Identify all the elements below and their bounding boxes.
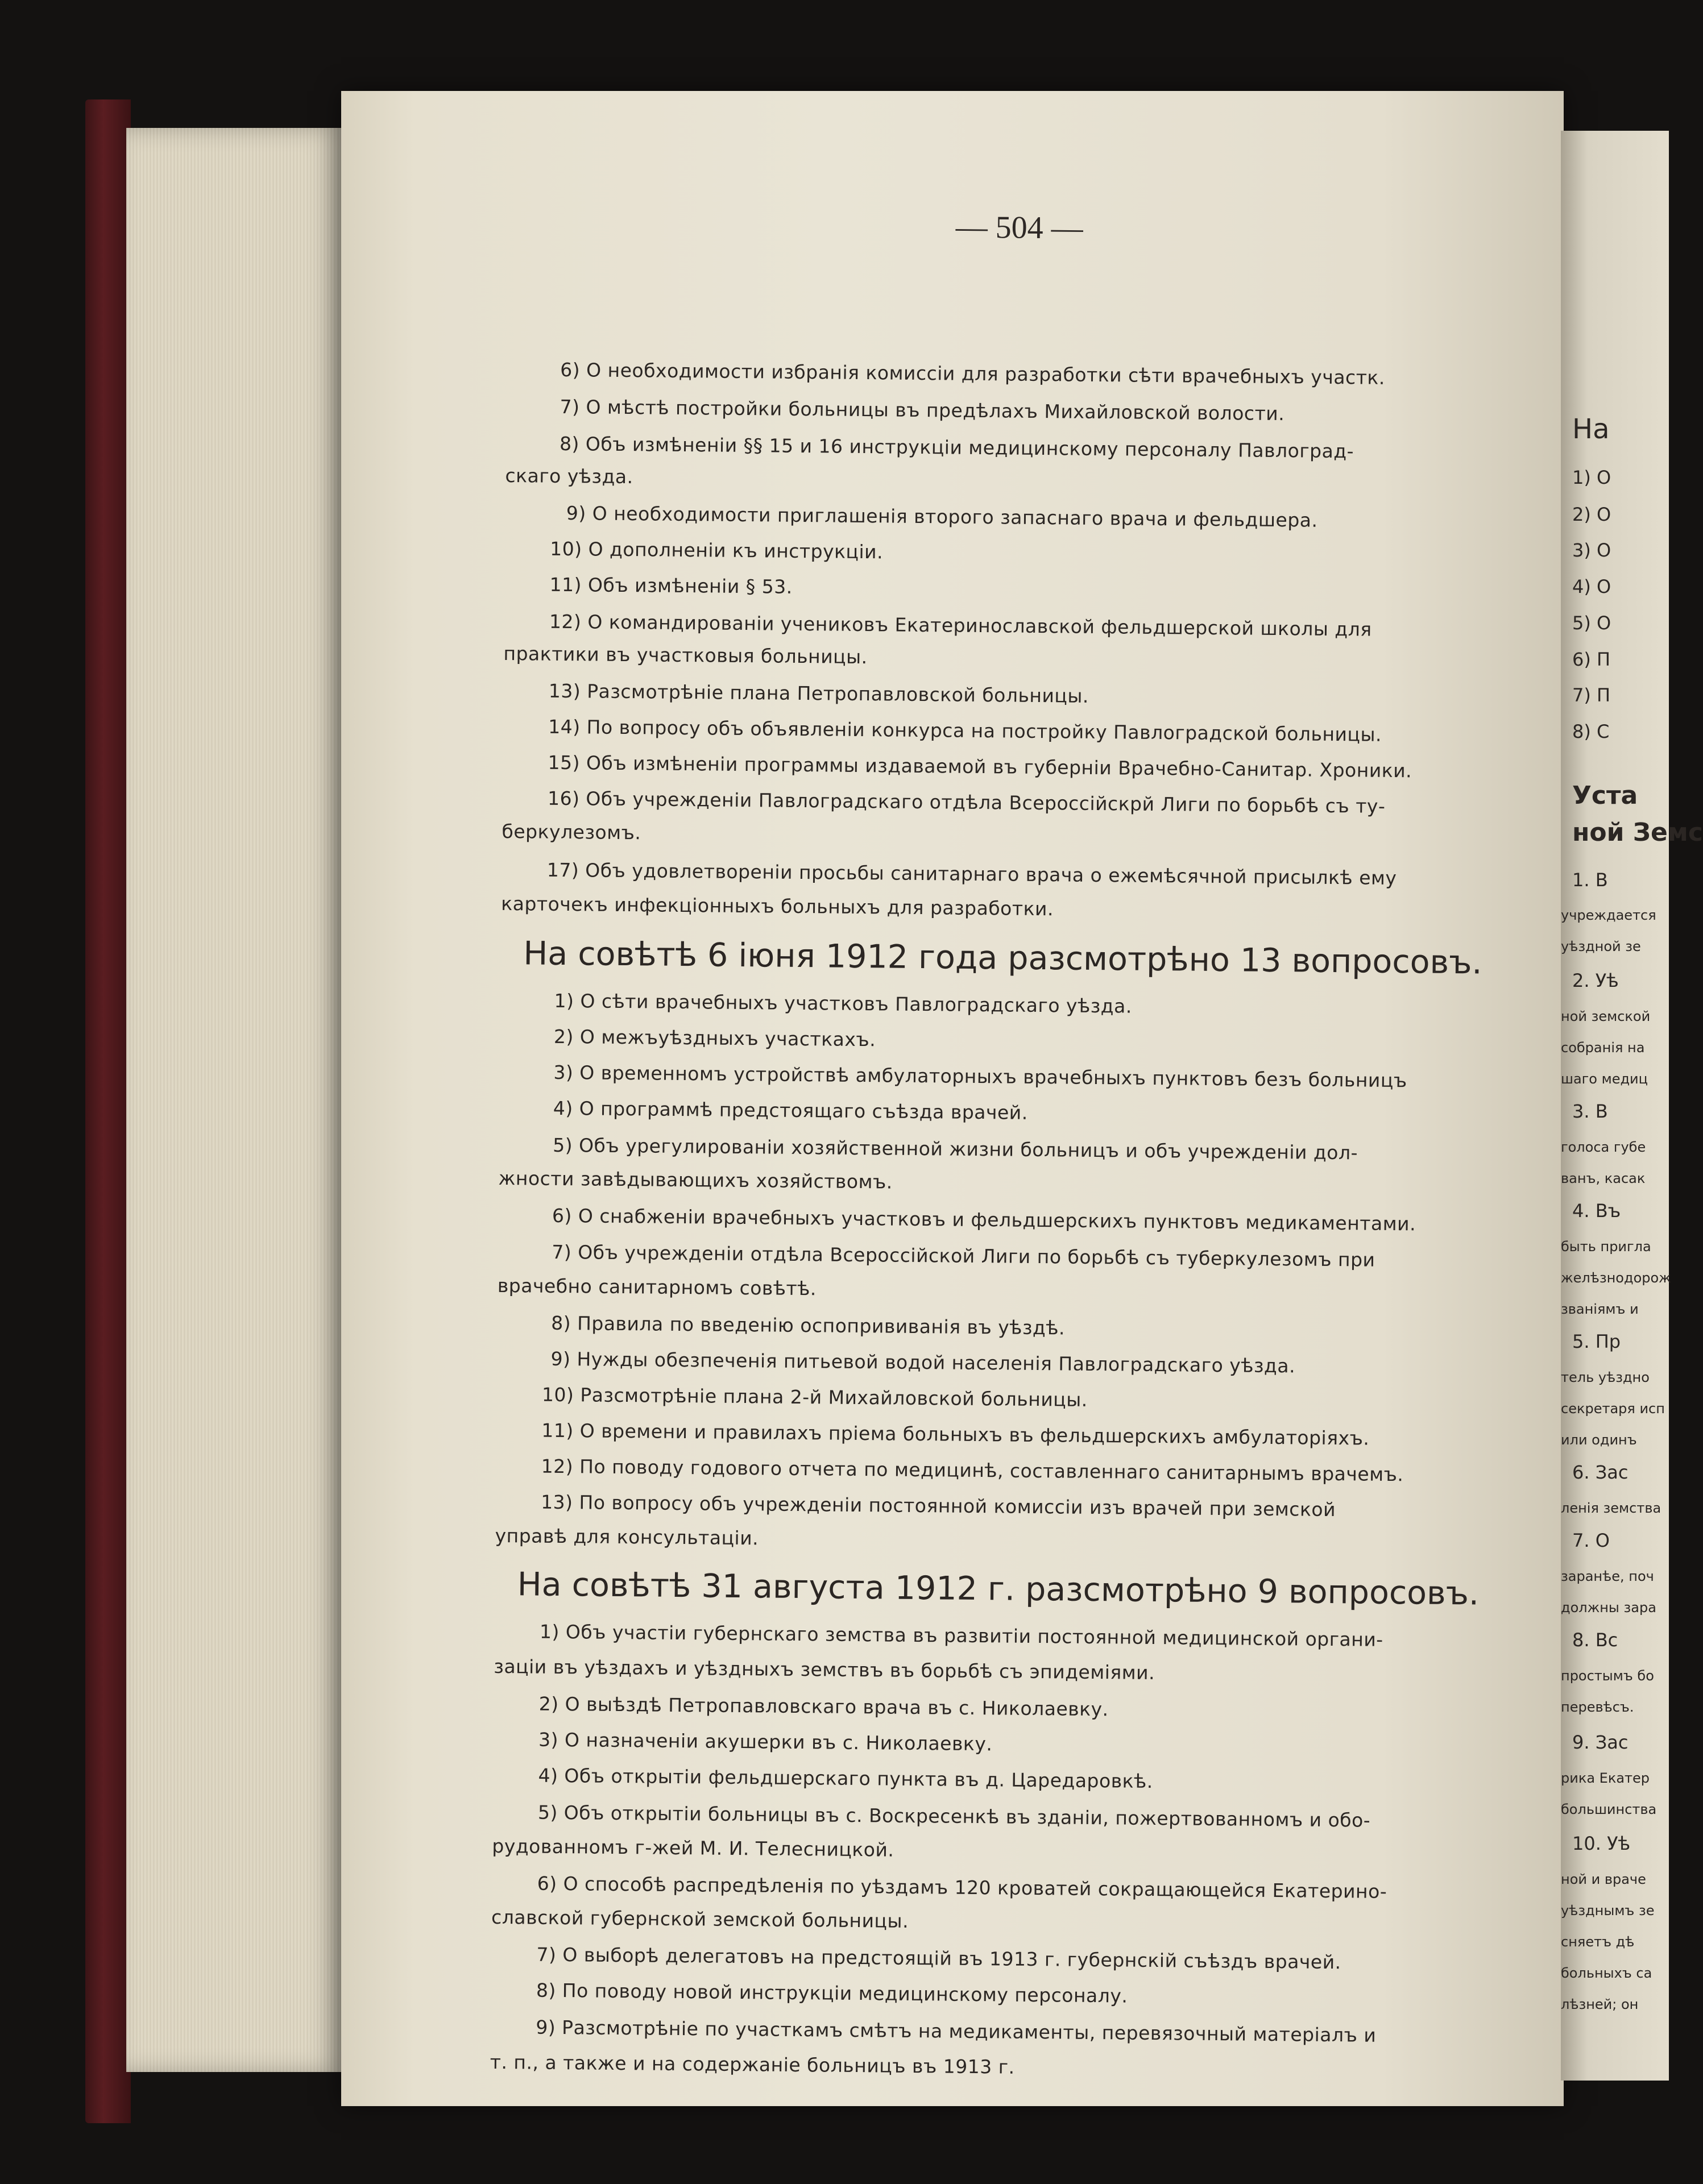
- text-line: 15) Объ измѣненіи программы издаваемой въ губерніи Врачебно-Санитар. Хроники.: [548, 751, 1412, 782]
- right-page-line: шаго медиц: [1561, 1071, 1648, 1087]
- right-page-line: 5) О: [1572, 612, 1611, 634]
- right-page-line: или одинъ: [1561, 1432, 1637, 1448]
- right-page-line: простымъ бо: [1561, 1668, 1654, 1684]
- right-page-line: 9. Зас: [1572, 1732, 1629, 1753]
- text-line: практики въ участковыя больницы.: [503, 642, 868, 669]
- right-page-line: 2) О: [1572, 504, 1611, 525]
- right-page-fragment: [1561, 131, 1703, 2081]
- text-line: управѣ для консультаціи.: [495, 1524, 759, 1550]
- right-page-line: ной земской: [1561, 1008, 1651, 1024]
- right-page-line: 7) П: [1572, 684, 1611, 706]
- right-page-line: собранія на: [1561, 1040, 1645, 1056]
- book-spine-edge: [85, 99, 131, 2123]
- right-page-line: уѣзднымъ зе: [1561, 1903, 1655, 1919]
- text-line: 3) О временномъ устройствѣ амбулаторныхъ врачебныхъ пунктовъ безъ больницъ: [553, 1061, 1407, 1092]
- text-line: 3) О назначеніи акушерки въ с. Николаевку.: [538, 1728, 993, 1755]
- text-line: т. п., а также и на содержаніе больницъ въ 1913 г.: [490, 2050, 1015, 2078]
- text-line: карточекъ инфекціонныхъ больныхъ для разработки.: [501, 892, 1054, 920]
- text-line: скаго уѣзда.: [505, 464, 633, 488]
- text-line: 10) О дополненіи къ инструкціи.: [550, 537, 884, 563]
- text-line: 7) Объ учрежденіи отдѣла Всероссійской Лиги по борьбѣ съ туберкулезомъ при: [552, 1240, 1375, 1271]
- right-page-line: 8. Вс: [1572, 1629, 1618, 1651]
- text-line: 1) О сѣти врачебныхъ участковъ Павлоградскаго уѣзда.: [554, 989, 1133, 1018]
- page-text: [490, 91, 1532, 2078]
- text-line: жности завѣдывающихъ хозяйствомъ.: [498, 1166, 893, 1193]
- text-line: 13) Разсмотрѣніе плана Петропавловской больницы.: [548, 679, 1089, 707]
- text-line: 2) О выѣздѣ Петропавловскаго врача въ с. Николаевку.: [538, 1692, 1109, 1721]
- right-page-line: рика Екатер: [1561, 1770, 1650, 1786]
- right-page-line: 4) О: [1572, 576, 1611, 597]
- right-page-line: 2. Уѣ: [1572, 970, 1619, 991]
- text-line: рудованномъ г-жей М. И. Телесницкой.: [492, 1834, 894, 1861]
- text-line: 4) О программѣ предстоящаго съѣзда врачей.: [553, 1097, 1028, 1124]
- right-page-line: 5. Пр: [1572, 1331, 1621, 1352]
- text-line: врачебно санитарномъ совѣтѣ.: [497, 1274, 817, 1300]
- text-line: 2) О межъуѣздныхъ участкахъ.: [553, 1025, 876, 1051]
- left-page: [341, 91, 1564, 2106]
- text-line: 14) По вопросу объ объявленіи конкурса на постройку Павлоградской больницы.: [548, 715, 1382, 746]
- text-line: 16) Объ учрежденіи Павлоградскаго отдѣла Всероссійскрй Лиги по борьбѣ съ ту-: [547, 787, 1386, 817]
- text-line: 13) По вопросу объ учрежденіи постоянной комиссіи изъ врачей при земской: [540, 1490, 1336, 1521]
- text-line: 6) О необходимости избранія комиссіи для разработки сѣти врачебныхъ участк.: [560, 358, 1386, 389]
- right-page-line: тель уѣздно: [1561, 1369, 1650, 1385]
- right-page-line: уѣздной зе: [1561, 939, 1641, 954]
- text-line: 9) Нужды обезпеченія питьевой водой населенія Павлоградскаго уѣзда.: [550, 1347, 1296, 1377]
- right-page-line: На: [1572, 413, 1610, 445]
- text-line: 4) Объ открытіи фельдшерскаго пункта въ д. Царедаровкѣ.: [538, 1764, 1153, 1793]
- text-line: 12) По поводу годового отчета по медицинѣ, составленнаго санитарнымъ врачемъ.: [541, 1455, 1404, 1486]
- page-stack-edge: [126, 128, 342, 2072]
- right-page-line: перевѣсъ.: [1561, 1699, 1634, 1715]
- text-line: 9) Разсмотрѣніе по участкамъ смѣтъ на медикаменты, перевязочный матеріалъ и: [536, 2016, 1377, 2046]
- right-page-line: лѣзней; он: [1561, 1996, 1639, 2012]
- heading-august-1912: На совѣтѣ 31 августа 1912 г. разсмотрѣно 9 вопросовъ.: [517, 1566, 1480, 1613]
- right-page-line: званіямъ и: [1561, 1301, 1639, 1317]
- page-number: — 504 —: [955, 209, 1084, 246]
- text-line: 17) Объ удовлетвореніи просьбы санитарнаго врача о ежемѣсячной присылкѣ ему: [546, 858, 1397, 890]
- text-line: 8) По поводу новой инструкціи медицинскому персоналу.: [536, 1979, 1128, 2007]
- right-page-line: ванъ, касак: [1561, 1170, 1646, 1186]
- right-page-line: 6) П: [1572, 649, 1611, 670]
- text-line: 12) О командированіи учениковъ Екатеринославской фельдшерской школы для: [549, 610, 1372, 641]
- right-page-line: сняетъ дѣ: [1561, 1934, 1635, 1950]
- text-line: 11) О времени и правилахъ пріема больныхъ въ фельдшерскихъ амбулаторіяхъ.: [541, 1419, 1370, 1450]
- text-line: 1) Объ участіи губернскаго земства въ развитіи постоянной медицинской органи-: [539, 1620, 1383, 1651]
- text-line: 7) О мѣстѣ постройки больницы въ предѣлахъ Михайловской волости.: [560, 395, 1285, 425]
- right-page-line: 8) С: [1572, 721, 1610, 742]
- right-page-line: 4. Въ: [1572, 1200, 1621, 1222]
- right-page-line: ной и враче: [1561, 1871, 1646, 1887]
- heading-june-1912: На совѣтѣ 6 іюня 1912 года разсмотрѣно 13 вопросовъ.: [523, 935, 1482, 982]
- right-page-line: быть пригла: [1561, 1239, 1651, 1255]
- text-line: 10) Разсмотрѣніе плана 2-й Михайловской больницы.: [541, 1383, 1088, 1411]
- right-page-line: 3. В: [1572, 1101, 1608, 1122]
- text-line: 5) Объ открытіи больницы въ с. Воскресенкѣ въ зданіи, пожертвованномъ и обо-: [537, 1801, 1371, 1832]
- text-line: 8) Правила по введенію оспопрививанія въ уѣздѣ.: [551, 1311, 1066, 1339]
- text-line: 6) О способѣ распредѣленія по уѣздамъ 120 кроватей сокращающейся Екатерино-: [537, 1872, 1387, 1903]
- right-page-line: желѣзнодорож: [1561, 1270, 1671, 1286]
- text-line: заціи въ уѣздахъ и уѣздныхъ земствъ въ борьбѣ съ эпидеміями.: [494, 1655, 1155, 1684]
- right-page-line: больныхъ са: [1561, 1965, 1652, 1981]
- text-line: 7) О выборѣ делегатовъ на предстоящій въ 1913 г. губернскій съѣздъ врачей.: [536, 1943, 1341, 1974]
- right-page-line: учреждается: [1561, 907, 1656, 923]
- text-line: славской губернской земской больницы.: [491, 1905, 909, 1932]
- text-line: 11) Объ измѣненіи § 53.: [549, 573, 793, 598]
- text-line: 8) Объ измѣненіи §§ 15 и 16 инструкціи медицинскому персоналу Павлоград-: [559, 432, 1354, 463]
- right-page-line: 10. Уѣ: [1572, 1833, 1631, 1854]
- right-page-line: ленія земства: [1561, 1500, 1661, 1516]
- text-line: 6) О снабженіи врачебныхъ участковъ и фельдшерскихъ пунктовъ медикаментами.: [552, 1204, 1416, 1235]
- right-page-line: 7. О: [1572, 1530, 1610, 1551]
- right-page-line: 1) О: [1572, 467, 1611, 488]
- text-line: беркулезомъ.: [502, 820, 641, 844]
- right-page-line: Уста: [1572, 781, 1638, 810]
- right-page-line: должны зара: [1561, 1600, 1656, 1616]
- right-page-line: большинства: [1561, 1801, 1657, 1817]
- text-line: 9) О необходимости приглашенія второго запаснаго врача и фельдшера.: [566, 502, 1318, 532]
- right-page-line: 3) О: [1572, 539, 1611, 561]
- right-page-line: секретаря исп: [1561, 1401, 1665, 1417]
- right-page-line: 1. В: [1572, 869, 1608, 891]
- right-page-line: ной Земс: [1572, 818, 1703, 847]
- text-line: 5) Объ урегулированіи хозяйственной жизни больницъ и объ учрежденіи дол-: [553, 1133, 1358, 1164]
- right-page-line: заранѣе, поч: [1561, 1568, 1654, 1584]
- right-page-line: 6. Зас: [1572, 1461, 1629, 1483]
- right-page-line: голоса губе: [1561, 1139, 1646, 1155]
